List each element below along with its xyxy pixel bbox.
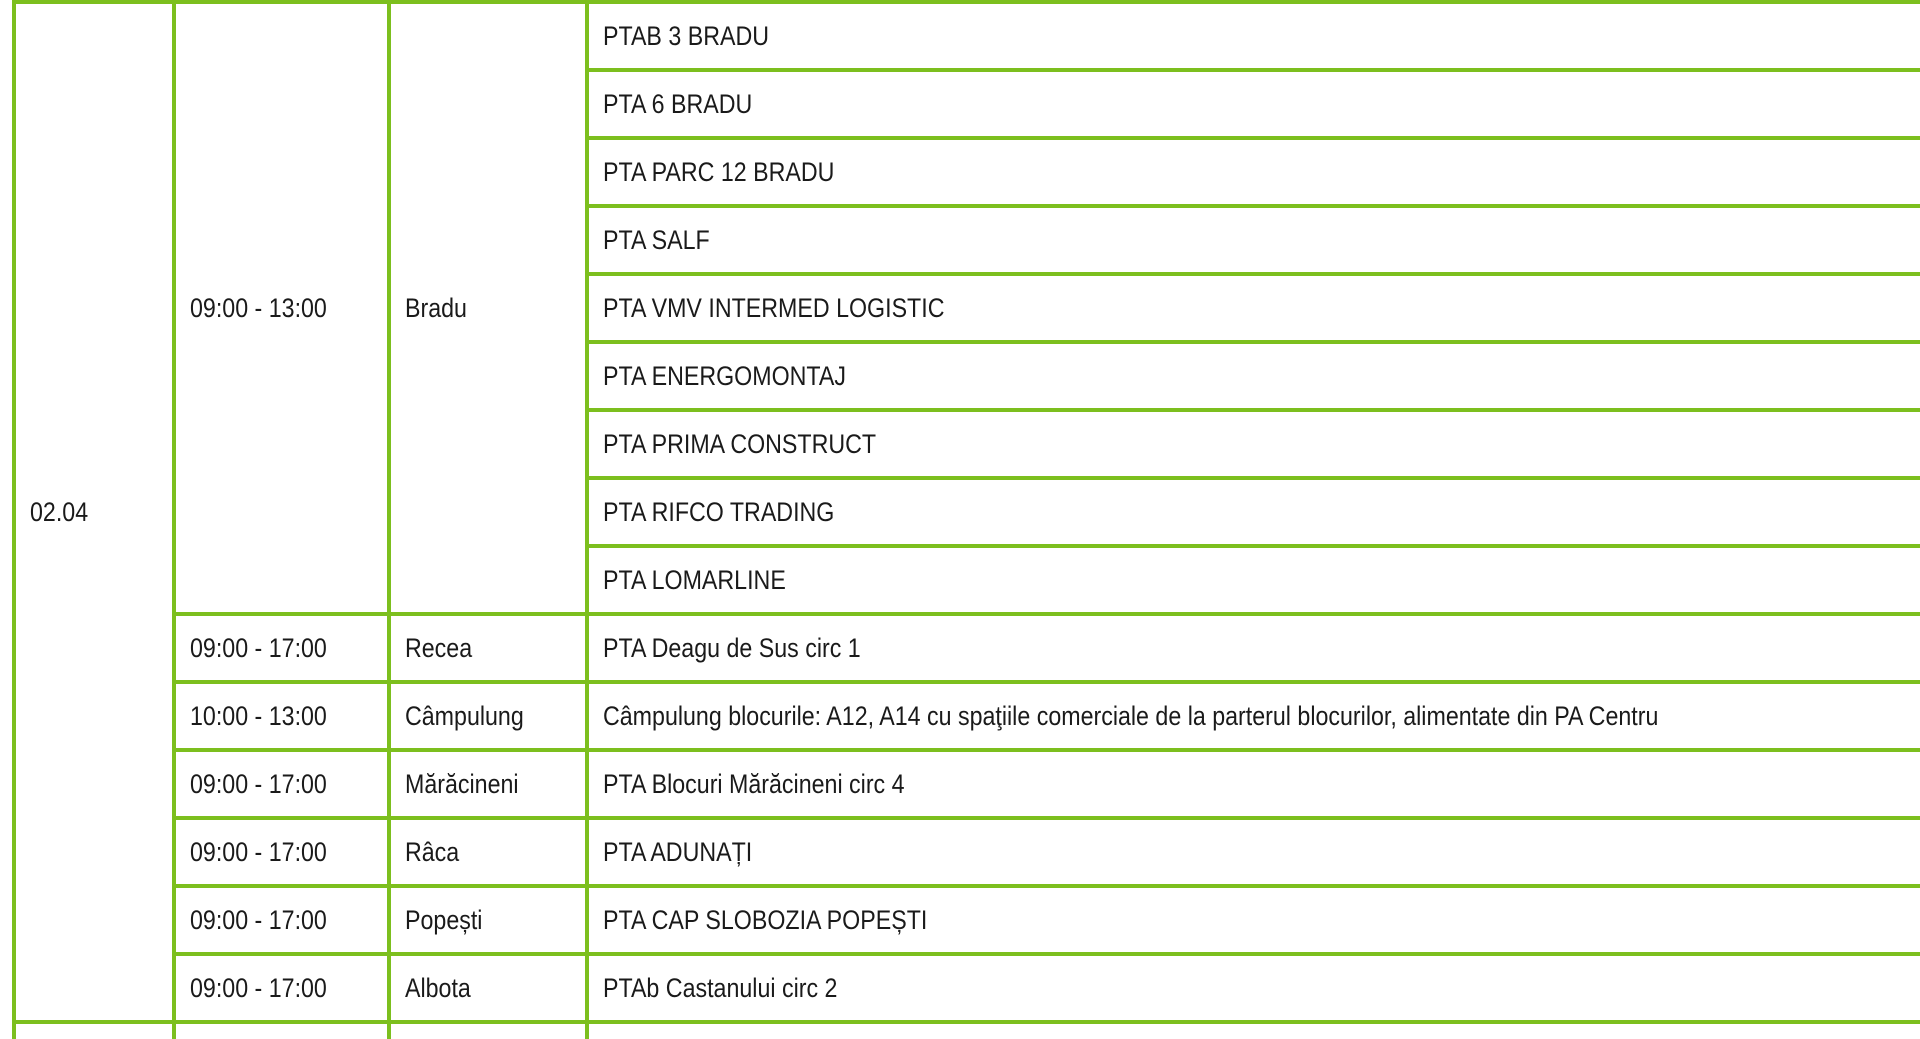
empty-cell — [389, 1022, 587, 1039]
table-row-partial — [14, 1022, 1920, 1039]
table-row — [14, 682, 1920, 750]
empty-cell — [174, 1022, 389, 1039]
time-cell: 09:00 - 17:00 — [174, 818, 389, 886]
table-row — [14, 614, 1920, 682]
station-cell: Câmpulung blocurile: A12, A14 cu spaţiile comerciale de la parterul blocurilor, alimentate din PA Centru — [587, 682, 1920, 750]
outage-schedule-table — [12, 0, 1920, 1039]
date-cell: 02.04 — [14, 2, 174, 1022]
locality-cell: Albota — [389, 954, 587, 1022]
station-cell: PTA Deagu de Sus circ 1 — [587, 614, 1920, 682]
locality-cell: Râca — [389, 818, 587, 886]
station-cell: PTAB 3 BRADU — [587, 2, 1920, 70]
table-row — [14, 954, 1920, 1022]
station-cell: PTAb Castanului circ 2 — [587, 954, 1920, 1022]
station-cell: PTA 6 BRADU — [587, 70, 1920, 138]
schedule-container — [12, 0, 1920, 1039]
station-cell: PTA SALF — [587, 206, 1920, 274]
station-cell: PTA LOMARLINE — [587, 546, 1920, 614]
locality-cell: Bradu — [389, 2, 587, 614]
time-cell: 09:00 - 13:00 — [174, 2, 389, 614]
table-row — [14, 2, 1920, 70]
locality-cell: Câmpulung — [389, 682, 587, 750]
locality-cell: Mărăcineni — [389, 750, 587, 818]
station-cell: PTA VMV INTERMED LOGISTIC — [587, 274, 1920, 342]
locality-cell: Popești — [389, 886, 587, 954]
time-cell: 09:00 - 17:00 — [174, 750, 389, 818]
station-cell: PTA ENERGOMONTAJ — [587, 342, 1920, 410]
station-cell: PTA PRIMA CONSTRUCT — [587, 410, 1920, 478]
empty-cell — [587, 1022, 1920, 1039]
table-row — [14, 818, 1920, 886]
time-cell: 09:00 - 17:00 — [174, 886, 389, 954]
time-cell: 09:00 - 17:00 — [174, 954, 389, 1022]
locality-cell: Recea — [389, 614, 587, 682]
empty-cell — [14, 1022, 174, 1039]
time-cell: 09:00 - 17:00 — [174, 614, 389, 682]
station-cell: PTA Blocuri Mărăcineni circ 4 — [587, 750, 1920, 818]
station-cell: PTA PARC 12 BRADU — [587, 138, 1920, 206]
station-cell: PTA CAP SLOBOZIA POPEȘTI — [587, 886, 1920, 954]
table-row — [14, 750, 1920, 818]
station-cell: PTA ADUNAȚI — [587, 818, 1920, 886]
time-cell: 10:00 - 13:00 — [174, 682, 389, 750]
station-cell: PTA RIFCO TRADING — [587, 478, 1920, 546]
table-row — [14, 886, 1920, 954]
